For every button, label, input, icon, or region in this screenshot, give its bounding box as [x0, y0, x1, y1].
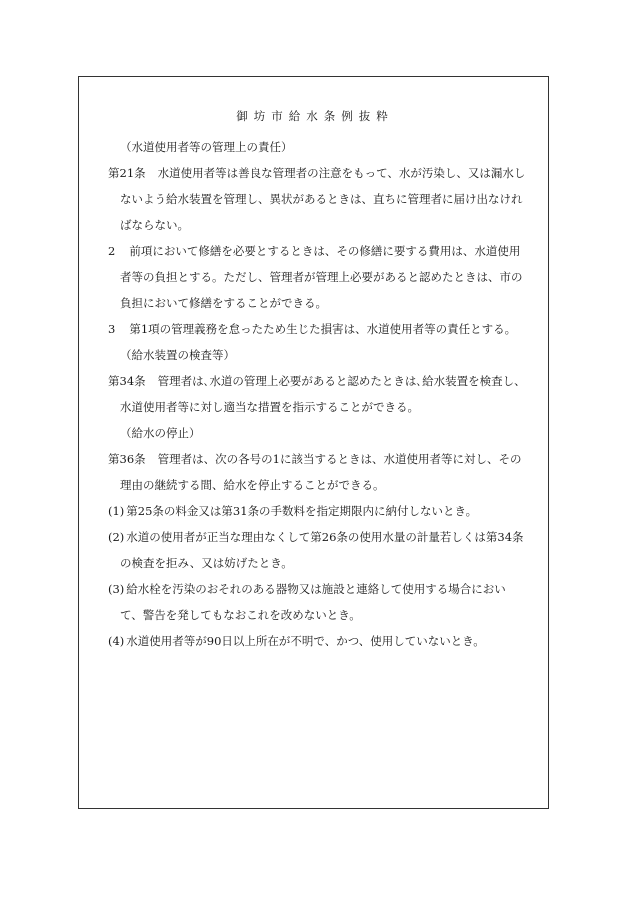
subitem-line: [108, 498, 526, 524]
subitem-text: 第25条の料金又は第31条の手数料を指定期限内に納付しないとき。: [126, 504, 478, 518]
article-text: 管理者は、次の各号の1に該当するときは、水道使用者等に対し、その: [157, 452, 522, 466]
article-line: [108, 368, 526, 394]
section-heading: （給水の停止）: [120, 426, 201, 440]
section-heading: （水道使用者等の管理上の責任）: [120, 140, 293, 154]
subitem-text: 給水栓を汚染のおそれのある器物又は施設と連絡して使用する場合におい: [126, 582, 506, 596]
document-title: 御坊市給水条例抜粋: [236, 109, 394, 123]
item-line: [108, 238, 526, 264]
item-line: [108, 316, 526, 342]
article-number: 第34条: [108, 374, 146, 388]
article-number: 第36条: [108, 452, 146, 466]
section-heading: （給水装置の検査等）: [120, 348, 235, 362]
article-line: [108, 160, 526, 186]
document-body: [108, 134, 526, 654]
article-line: ないよう給水装置を管理し、異状があるときは、直ちに管理者に届け出なけれ: [120, 192, 523, 206]
subitem-line: [108, 524, 526, 550]
subitem-number: (1): [108, 504, 125, 518]
subitem-line: [108, 628, 526, 654]
item-number: 2: [108, 244, 116, 258]
subitem-line: [108, 576, 526, 602]
article-line: 水道使用者等に対し適当な措置を指示することができる。: [120, 400, 419, 414]
article-line: 理由の継続する間、給水を停止することができる。: [120, 478, 385, 492]
item-text: 前項において修繕を必要とするときは、その修繕に要する費用は、水道使用: [129, 244, 521, 258]
subitem-text: 水道使用者等が90日以上所在が不明で、かつ、使用していないとき。: [126, 634, 485, 648]
subitem-line: て、警告を発してもなおこれを改めないとき。: [120, 608, 361, 622]
item-line: 負担において修繕をすることができる。: [120, 296, 327, 310]
subitem-text: 水道の使用者が正当な理由なくして第26条の使用水量の計量若しくは第34条: [126, 530, 524, 544]
subitem-number: (3): [108, 582, 125, 596]
item-number: 3: [108, 322, 116, 336]
subitem-line: の検査を拒み、又は妨げたとき。: [120, 556, 293, 570]
article-line: [108, 446, 526, 472]
subitem-number: (4): [108, 634, 125, 648]
item-text: 第1項の管理義務を怠ったため生じた損害は、水道使用者等の責任とする。: [129, 322, 517, 336]
subitem-number: (2): [108, 530, 125, 544]
article-text: 水道使用者等は善良な管理者の注意をもって、水が汚染し、又は漏水し: [157, 166, 526, 180]
article-number: 第21条: [108, 166, 146, 180]
article-line: ばならない。: [120, 218, 189, 232]
article-text: 管理者は､水道の管理上必要があると認めたときは､給水装置を検査し、: [157, 374, 526, 388]
item-line: 者等の負担とする。ただし、管理者が管理上必要があると認めたときは、市の: [120, 270, 523, 284]
